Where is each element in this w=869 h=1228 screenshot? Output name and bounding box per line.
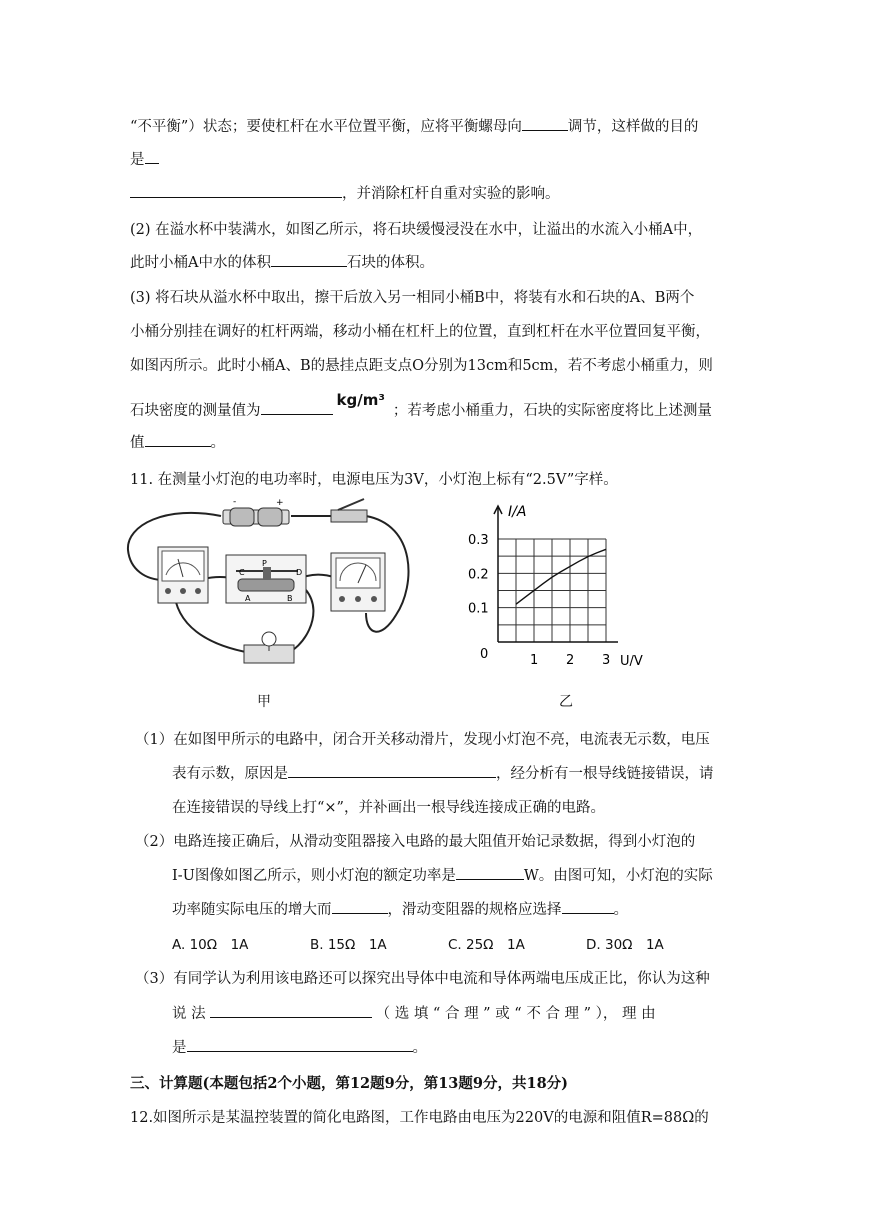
- q11-p1-line-2: [172, 762, 714, 783]
- rheostat-label-a: A: [245, 594, 251, 603]
- rheostat-label-p: P: [262, 559, 267, 568]
- answer-blank[interactable]: [456, 865, 524, 880]
- chart-ticks: [468, 533, 610, 668]
- q11-p2-line-3: [172, 898, 628, 919]
- q11-text: 。: [613, 902, 628, 918]
- answer-blank[interactable]: [145, 149, 159, 164]
- q11-text: ，滑动变阻器的规格应选择: [387, 902, 562, 918]
- q10-line-3: [130, 182, 560, 203]
- option-a[interactable]: A. 10Ω 1A: [172, 937, 249, 953]
- section-heading: 三、计算题(本题包括2个小题，第12题9分，第13题9分，共18分): [130, 1075, 569, 1092]
- x-tick-label: 1: [530, 653, 539, 668]
- q12-line-1: 12.如图所示是某温控装置的简化电路图，工作电路由电压为220V的电源和阻值R=88Ω的: [130, 1110, 709, 1126]
- switch-icon: [331, 499, 367, 522]
- q10-p2-line-2: [130, 251, 434, 272]
- q11-p3-line-2: [172, 1002, 656, 1023]
- q11-text: 。: [412, 1040, 427, 1056]
- x-tick-label: 2: [566, 653, 575, 668]
- circuit-diagram: [126, 495, 411, 675]
- q11-options: [172, 933, 686, 953]
- q11-p1-line-1: （1）在如图甲所示的电路中，闭合开关移动滑片，发现小灯泡不亮，电流表无示数，电压: [135, 732, 710, 748]
- q10-text: 石块的体积。: [346, 255, 434, 271]
- q10-text: ；若考虑小桶重力，石块的实际密度将比上述测量: [392, 403, 712, 419]
- q10-p3-line-4: [130, 391, 712, 420]
- q11-title: 11. 在测量小灯泡的电功率时，电源电压为3V，小灯泡上标有“2.5V”字样。: [130, 472, 618, 488]
- rheostat-label-c: C: [239, 568, 245, 577]
- q11-p3-line-1: （3）有同学认为利用该电路还可以探究出导体中电流和导体两端电压成正比，你认为这种: [135, 971, 710, 987]
- y-tick-label: 0.1: [468, 601, 489, 617]
- q11-text: W。由图可知，小灯泡的实际: [523, 868, 713, 884]
- q10-text: 此时小桶A中水的体积: [130, 255, 271, 271]
- q10-text: 调节，这样做的目的: [567, 119, 699, 135]
- q11-p1-line-3: 在连接错误的导线上打“×”，并补画出一根导线连接成正确的电路。: [172, 800, 605, 816]
- answer-blank[interactable]: [210, 1003, 372, 1018]
- q11-text: （ 选 填 “ 合 理 ” 或 “ 不 合 理 ” ）， 理 由: [375, 1006, 656, 1022]
- battery-plus-label: +: [276, 498, 284, 508]
- answer-blank[interactable]: [130, 183, 342, 198]
- q11-p2-line-2: [172, 864, 713, 885]
- answer-blank[interactable]: [332, 899, 388, 914]
- q11-p3-line-3: [172, 1036, 427, 1057]
- y-tick-label: 0.3: [468, 533, 489, 548]
- origin-label: 0: [480, 647, 489, 662]
- option-d[interactable]: D. 30Ω 1A: [586, 937, 664, 953]
- q10-line-1: [130, 115, 698, 136]
- q10-text: 是: [130, 152, 145, 168]
- q10-p3-line-3: 如图丙所示。此时小桶A、B的悬挂点距支点O分别为13cm和5cm，若不考虑小桶重力，则: [130, 358, 713, 374]
- q10-text: 石块密度的测量值为: [130, 403, 261, 419]
- q10-text: “不平衡”）状态；要使杠杆在水平位置平衡，应将平衡螺母向: [130, 119, 522, 135]
- figure-caption-jia: 甲: [257, 694, 271, 710]
- answer-blank[interactable]: [187, 1037, 413, 1052]
- q10-p3-line-1: (3) 将石块从溢水杯中取出，擦干后放入另一相同小桶B中，将装有水和石块的A、B两个: [130, 290, 695, 306]
- q10-line-2: [130, 148, 159, 169]
- answer-blank[interactable]: [288, 763, 496, 778]
- q11-text: 说 法: [172, 1006, 206, 1022]
- answer-blank[interactable]: [261, 400, 333, 415]
- q10-p3-line-2: 小桶分别挂在调好的杠杆两端，移动小桶在杠杆上的位置，直到杠杆在水平位置回复平衡，: [130, 324, 710, 340]
- q10-p2-line-1: (2) 在溢水杯中装满水，如图乙所示，将石块缓慢浸没在水中，让溢出的水流入小桶A中，: [130, 222, 703, 238]
- bulb-icon: [244, 632, 294, 663]
- q10-text: ，并消除杠杆自重对实验的影响。: [342, 186, 560, 202]
- answer-blank[interactable]: [562, 899, 614, 914]
- x-axis-label: U/V: [620, 654, 643, 669]
- q10-text: 值: [130, 435, 145, 451]
- option-b[interactable]: B. 15Ω 1A: [310, 937, 387, 953]
- voltmeter-icon: [158, 547, 208, 603]
- q10-text: 。: [210, 435, 225, 451]
- q11-text: 是: [172, 1040, 187, 1056]
- y-tick-label: 0.2: [468, 567, 489, 583]
- iu-curve: [516, 549, 606, 604]
- q11-p2-line-1: （2）电路连接正确后，从滑动变阻器接入电路的最大阻值开始记录数据，得到小灯泡的: [135, 834, 696, 850]
- battery-minus-label: -: [233, 497, 237, 507]
- rheostat-label-b: B: [287, 594, 293, 603]
- ammeter-icon: [331, 553, 385, 611]
- q11-text: ，经分析有一根导线链接错误，请: [496, 766, 714, 782]
- density-unit: kg/m³: [336, 391, 385, 409]
- answer-blank[interactable]: [522, 116, 568, 131]
- figure-caption-yi: 乙: [559, 694, 573, 710]
- q11-text: 表有示数，原因是: [172, 766, 288, 782]
- q11-text: 功率随实际电压的增大而: [172, 902, 332, 918]
- y-axis-label: I/A: [508, 504, 527, 520]
- answer-blank[interactable]: [145, 432, 211, 447]
- q11-text: I-U图像如图乙所示，则小灯泡的额定功率是: [172, 868, 456, 884]
- answer-blank[interactable]: [271, 252, 347, 267]
- x-tick-label: 3: [602, 653, 611, 668]
- battery-icon: [223, 508, 289, 526]
- rheostat-label-d: D: [296, 568, 303, 577]
- iu-graph[interactable]: [460, 500, 660, 670]
- option-c[interactable]: C. 25Ω 1A: [448, 937, 525, 953]
- q10-p3-line-5: [130, 431, 225, 452]
- chart-grid: [498, 539, 606, 642]
